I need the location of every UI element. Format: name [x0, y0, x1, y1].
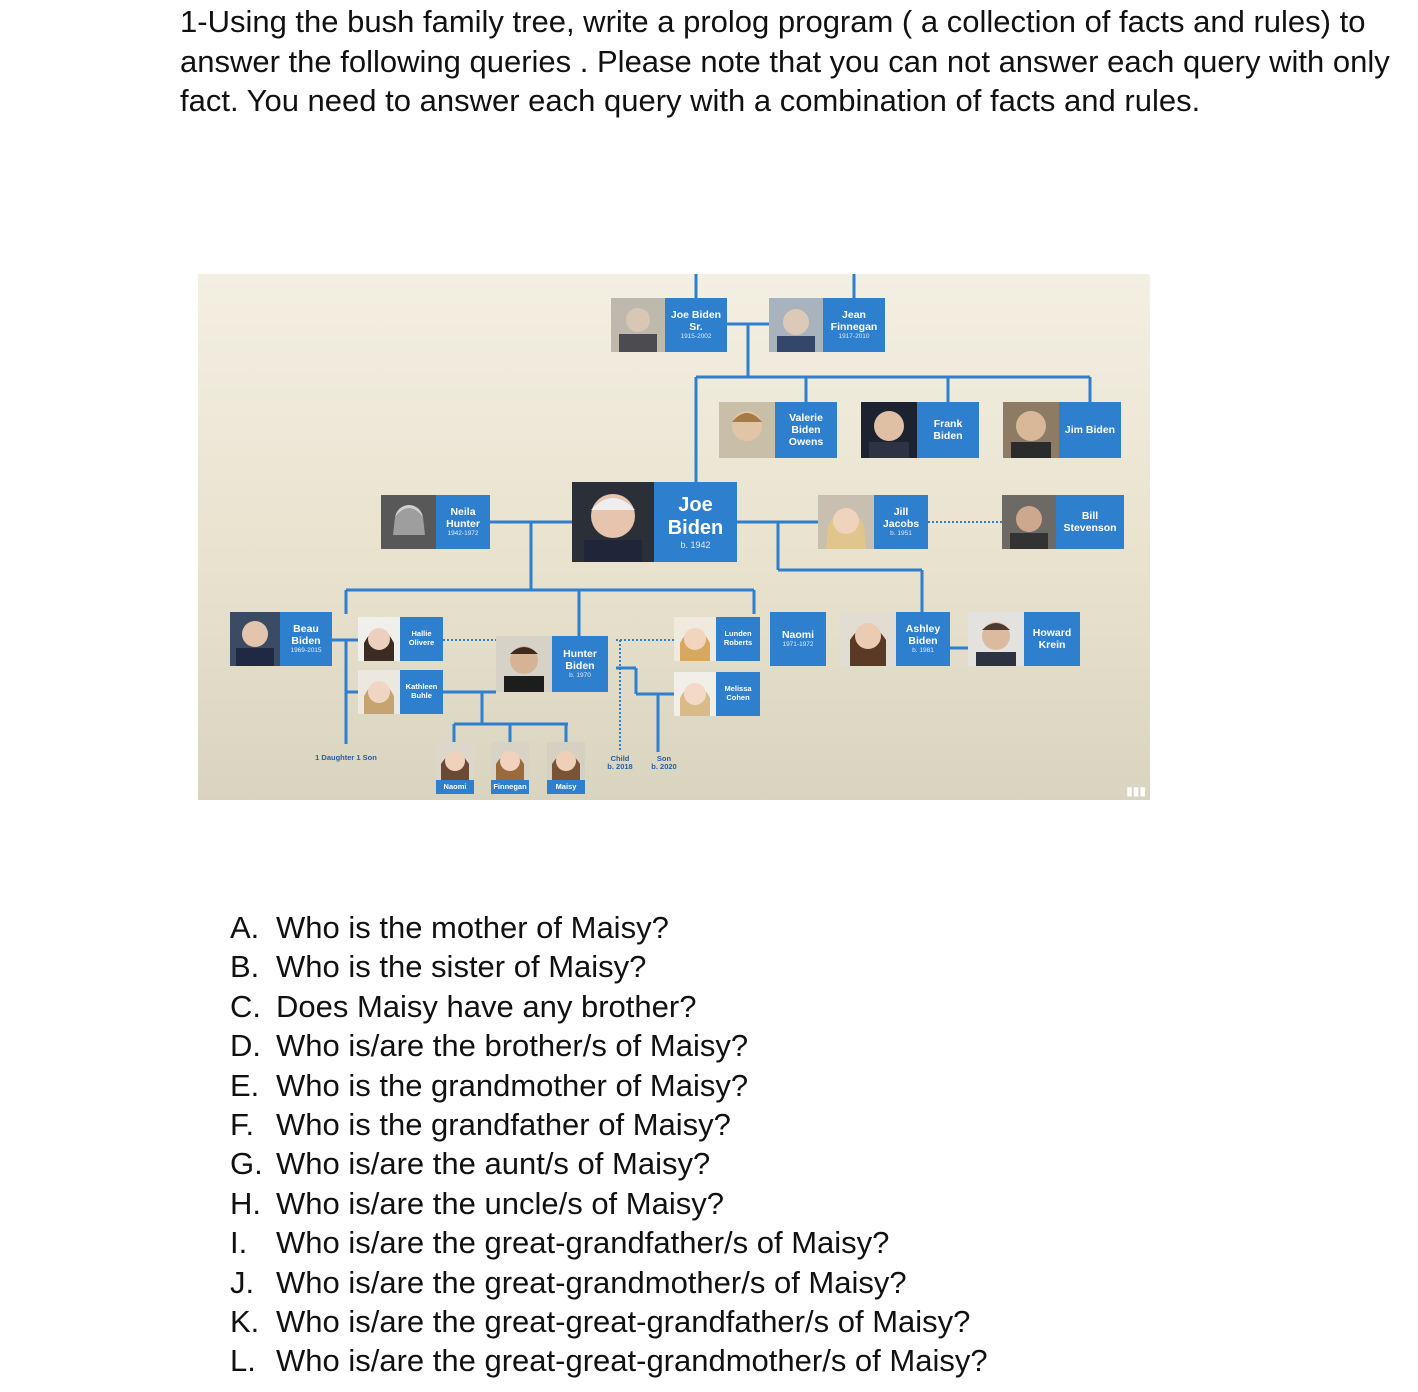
- photo-kathleen: [358, 670, 400, 714]
- question-list: [230, 908, 988, 1381]
- card-maisy: Maisy: [547, 780, 585, 794]
- list-item: K. Who is/are the great-great-grandfather/s of Maisy?: [230, 1304, 971, 1340]
- list-item: C. Does Maisy have any brother?: [230, 988, 697, 1024]
- photo-maisy: [547, 742, 585, 780]
- family-tree-figure: [198, 274, 1150, 800]
- card-valerie: Valerie Biden Owens: [775, 402, 837, 458]
- list-item: I. Who is/are the great-grandfather/s of Maisy?: [230, 1225, 890, 1261]
- assignment-intro: 1-Using the bush family tree, write a prolog program ( a collection of facts and rules) to answer the following queries . Please note that you can not answer each query with only fact. You need to answer each query with a combination of facts and rules.: [180, 4, 1390, 118]
- list-item: G. Who is/are the aunt/s of Maisy?: [230, 1146, 711, 1182]
- card-hallie: Hallie Olivere: [400, 617, 443, 661]
- card-bill: Bill Stevenson: [1056, 495, 1124, 549]
- card-jean: Jean Finnegan 1917-2010: [823, 298, 885, 352]
- card-frank: Frank Biden: [917, 402, 979, 458]
- photo-finnegan: [491, 742, 529, 780]
- beau-children-label: 1 Daughter 1 Son: [315, 753, 377, 762]
- list-item: J. Who is/are the great-grandmother/s of Maisy?: [230, 1264, 907, 1300]
- list-item: F. Who is the grandfather of Maisy?: [230, 1107, 731, 1143]
- photo-jean: [769, 298, 823, 352]
- list-item: A. Who is the mother of Maisy?: [230, 910, 669, 945]
- list-item: D. Who is/are the brother/s of Maisy?: [230, 1028, 749, 1064]
- list-item: E. Who is the grandmother of Maisy?: [230, 1067, 749, 1103]
- label-child-2018: Child b. 2018: [607, 754, 633, 772]
- photo-bill: [1002, 495, 1056, 549]
- card-beau: Beau Biden 1969-2015: [280, 612, 332, 666]
- photo-naomi: [436, 742, 474, 780]
- video-settings-icon: ▮▮▮: [1126, 784, 1146, 798]
- card-howard: Howard Krein: [1024, 612, 1080, 666]
- card-jim: Jim Biden: [1059, 402, 1121, 458]
- photo-melissa: [674, 672, 716, 716]
- photo-valerie: [719, 402, 775, 458]
- card-joe-sr: Joe Biden Sr. 1915-2002: [665, 298, 727, 352]
- photo-frank: [861, 402, 917, 458]
- photo-joe-sr: [611, 298, 665, 352]
- photo-ashley: [840, 612, 896, 666]
- card-ashley: Ashley Biden b. 1981: [896, 612, 950, 666]
- photo-neila: [381, 495, 436, 549]
- card-naomi: Naomi: [436, 780, 474, 794]
- card-lunden: Lunden Roberts: [716, 617, 760, 661]
- photo-howard: [968, 612, 1024, 666]
- card-finnegan: Finnegan: [491, 780, 529, 794]
- photo-joe: [572, 482, 654, 562]
- photo-hunter: [496, 636, 552, 692]
- photo-hallie: [358, 617, 400, 661]
- card-joe: Joe Biden b. 1942: [654, 482, 737, 562]
- label-son-2020: Son b. 2020: [651, 754, 677, 772]
- list-item: H. Who is/are the uncle/s of Maisy?: [230, 1185, 724, 1221]
- photo-jill: [818, 495, 874, 549]
- card-kathleen: Kathleen Buhle: [400, 670, 443, 714]
- card-hunter: Hunter Biden b. 1970: [552, 636, 608, 692]
- list-item: B. Who is the sister of Maisy?: [230, 949, 647, 985]
- list-item: L. Who is/are the great-great-grandmother/s of Maisy?: [230, 1343, 988, 1379]
- card-neila: Neila Hunter 1942-1972: [436, 495, 490, 549]
- photo-jim: [1003, 402, 1059, 458]
- card-jill: Jill Jacobs b. 1951: [874, 495, 928, 549]
- card-melissa: Melissa Cohen: [716, 672, 760, 716]
- card-naomi-aunt: Naomi 1971-1972: [770, 612, 826, 666]
- photo-beau: [230, 612, 280, 666]
- photo-lunden: [674, 617, 716, 661]
